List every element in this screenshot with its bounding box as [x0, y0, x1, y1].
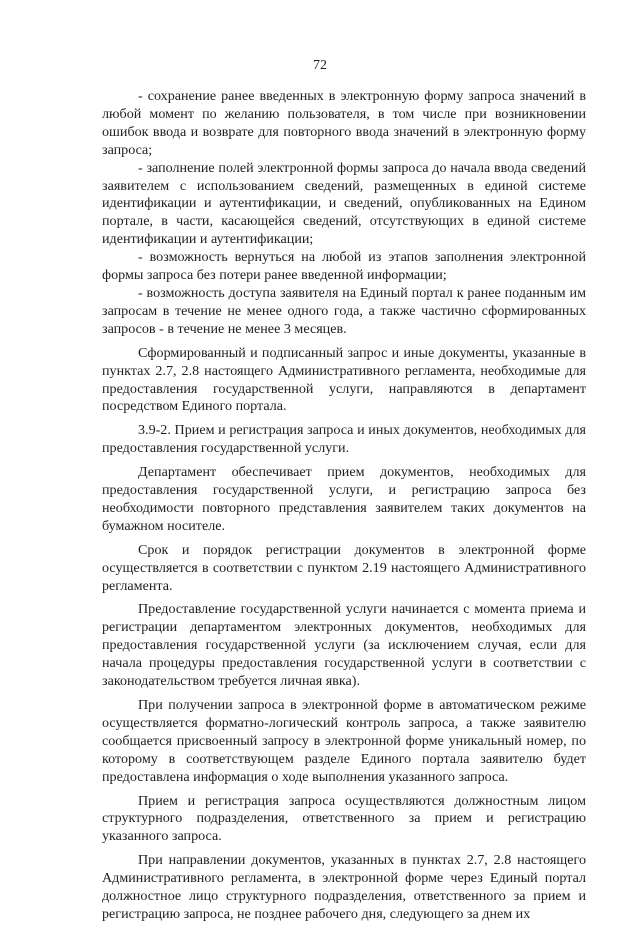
paragraph: - заполнение полей электронной формы запроса до начала ввода сведений заявителем с использованием сведений, размещенных в единой системе идентификации и аутентификации, и сведений, опубликованных на Едином портале, в части, касающейся сведений, отсутствующих в единой системе идентификации и аутентификации;	[102, 159, 586, 248]
page-number: 72	[313, 58, 327, 73]
paragraph: Предоставление государственной услуги начинается с момента приема и регистрации департаментом электронных документов, необходимых для предоставления государственной услуги (за исключением случая, если для начала процедуры предоставления государственной услуги в соответствии с законодательством требуется личная явка).	[102, 601, 586, 690]
paragraph: 3.9-2. Прием и регистрация запроса и иных документов, необходимых для предоставления государственной услуги.	[102, 422, 586, 457]
paragraph: Сформированный и подписанный запрос и иные документы, указанные в пунктах 2.7, 2.8 настоящего Административного регламента, необходимые для предоставления государственной услуги, направляются в департамент посредством Единого портала.	[102, 344, 586, 415]
paragraph: Департамент обеспечивает прием документов, необходимых для предоставления государственной услуги, и регистрацию запроса без необходимости повторного представления заявителем таких документов на бумажном носителе.	[102, 464, 586, 534]
paragraph: - сохранение ранее введенных в электронную форму запроса значений в любой момент по желанию пользователя, в том числе при возникновении ошибок ввода и возврате для повторного ввода значений в электронную форму запроса;	[102, 88, 586, 158]
paragraph: Прием и регистрация запроса осуществляются должностным лицом структурного подразделения, ответственного за прием и регистрацию указанного запроса.	[102, 792, 586, 845]
paragraph: - возможность доступа заявителя на Единый портал к ранее поданным им запросам в течение не менее одного года, а также частично сформированных запросов - в течение не менее 3 месяцев.	[102, 284, 586, 337]
paragraph: При направлении документов, указанных в пунктах 2.7, 2.8 настоящего Административного регламента, в электронной форме через Единый портал должностное лицо структурного подразделения, ответственного за прием и регистрацию запроса, не позднее рабочего дня, следующего за днем их	[102, 852, 586, 922]
document-body	[102, 88, 586, 930]
paragraph: - возможность вернуться на любой из этапов заполнения электронной формы запроса без потери ранее введенной информации;	[102, 249, 586, 284]
paragraph: При получении запроса в электронной форме в автоматическом режиме осуществляется форматно-логический контроль запроса, а также заявителю сообщается присвоенный запросу в электронной форме уникальный номер, по которому в соответствующем разделе Единого портала заявителю будет предоставлена информация о ходе выполнения указанного запроса.	[102, 697, 586, 785]
paragraph: Срок и порядок регистрации документов в электронной форме осуществляется в соответствии с пунктом 2.19 настоящего Административного регламента.	[102, 541, 586, 594]
